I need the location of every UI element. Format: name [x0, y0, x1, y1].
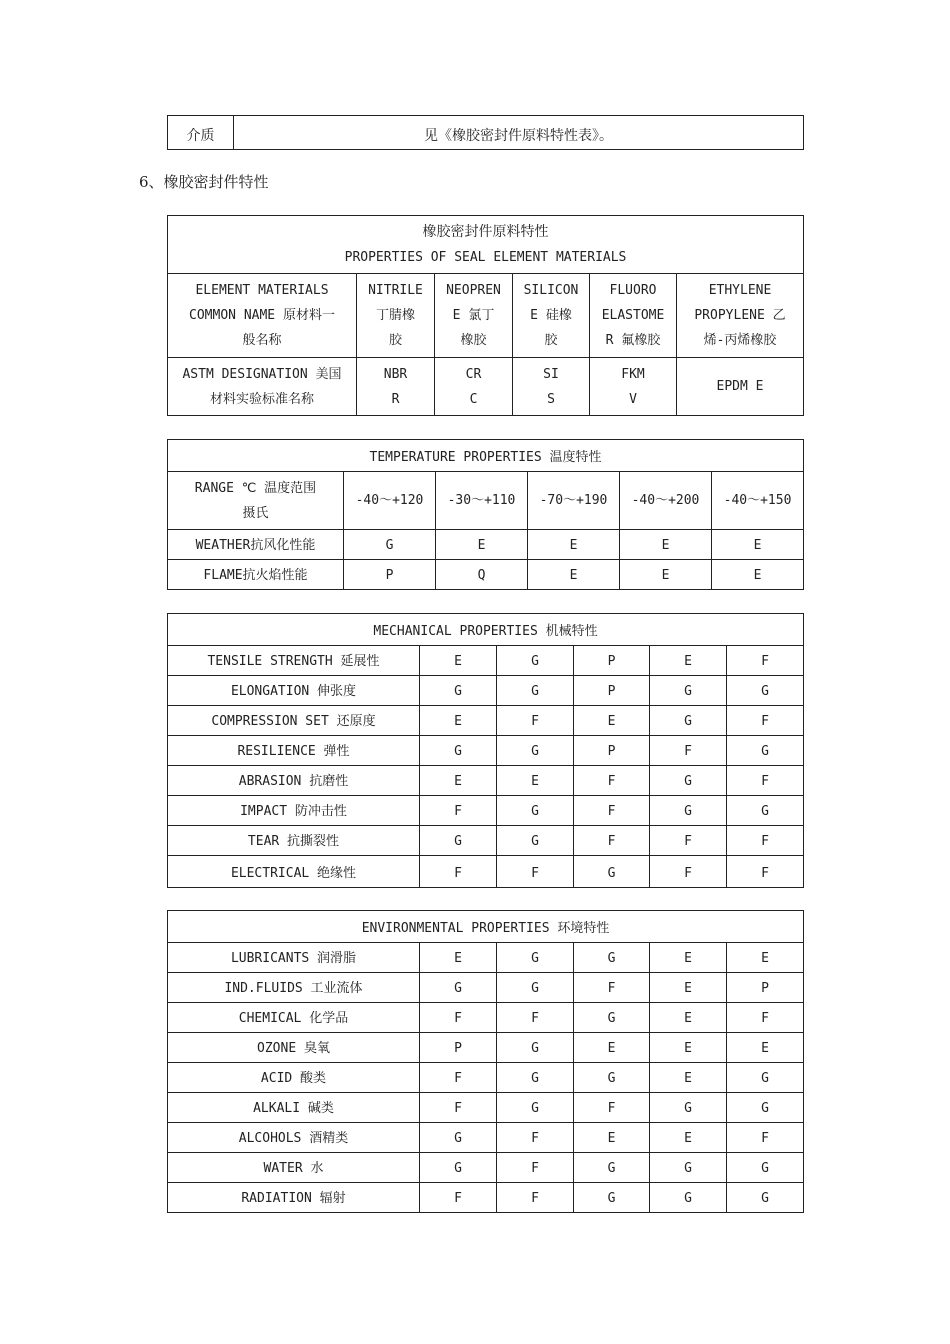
- material-line: 烯-丙烯橡胶: [703, 333, 777, 348]
- astm-line: R: [391, 391, 400, 407]
- rating-cell: F: [574, 796, 650, 826]
- rating-cell: F: [574, 766, 650, 796]
- astm-header: [168, 358, 357, 416]
- common-name-line: ELEMENT MATERIALS: [195, 283, 329, 298]
- rating-cell: G: [420, 973, 497, 1003]
- table-row: [168, 736, 804, 766]
- row-label: RADIATION 辐射: [168, 1183, 420, 1213]
- temperature-table: [167, 439, 804, 590]
- astm-fluoro: [590, 358, 677, 416]
- rating-cell: E: [528, 560, 620, 590]
- material-line: R 氟橡胶: [605, 333, 661, 348]
- table-row: [168, 973, 804, 1003]
- astm-line: S: [547, 391, 555, 407]
- rating-cell: G: [727, 1153, 804, 1183]
- rating-cell: G: [420, 1153, 497, 1183]
- rating-cell: F: [420, 1003, 497, 1033]
- range-label-line: RANGE ℃ 温度范围: [194, 480, 317, 496]
- row-label: COMPRESSION SET 还原度: [168, 706, 420, 736]
- table-row: [168, 706, 804, 736]
- rating-cell: G: [727, 736, 804, 766]
- rating-cell: F: [574, 1093, 650, 1123]
- medium-value: 见《橡胶密封件原料特性表》。: [234, 116, 804, 150]
- rating-cell: E: [712, 560, 804, 590]
- row-label: ACID 酸类: [168, 1063, 420, 1093]
- rating-cell: P: [420, 1033, 497, 1063]
- material-line: NITRILE: [368, 283, 423, 298]
- rating-cell: G: [650, 706, 727, 736]
- material-line: NEOPREN: [446, 283, 501, 298]
- materials-title-en: PROPERTIES OF SEAL ELEMENT MATERIALS: [344, 249, 627, 265]
- row-label: ALCOHOLS 酒精类: [168, 1123, 420, 1153]
- rating-cell: F: [727, 706, 804, 736]
- astm-header-line: ASTM DESIGNATION 美国: [182, 366, 342, 382]
- range-value: -40～+120: [344, 472, 436, 530]
- rating-cell: F: [497, 1003, 574, 1033]
- rating-cell: G: [497, 1093, 574, 1123]
- rating-cell: G: [497, 1063, 574, 1093]
- rating-cell: E: [650, 1123, 727, 1153]
- rating-cell: G: [497, 796, 574, 826]
- rating-cell: G: [727, 1063, 804, 1093]
- row-label: TENSILE STRENGTH 延展性: [168, 646, 420, 676]
- rating-cell: G: [420, 676, 497, 706]
- range-label: [168, 472, 344, 530]
- table-row: [168, 530, 804, 560]
- row-label: FLAME抗火焰性能: [168, 560, 344, 590]
- rating-cell: E: [620, 560, 712, 590]
- range-value: -70～+190: [528, 472, 620, 530]
- common-name-line: 般名称: [242, 333, 282, 348]
- rating-cell: F: [727, 1003, 804, 1033]
- material-fluoro: [590, 274, 677, 358]
- rating-cell: F: [650, 826, 727, 856]
- rating-cell: F: [420, 1093, 497, 1123]
- table-row: [168, 1183, 804, 1213]
- row-label: IND.FLUIDS 工业流体: [168, 973, 420, 1003]
- table-row: [168, 856, 804, 888]
- rating-cell: F: [420, 1063, 497, 1093]
- rating-cell: F: [497, 706, 574, 736]
- mechanical-table: [167, 613, 804, 888]
- rating-cell: F: [727, 766, 804, 796]
- rating-cell: F: [497, 1153, 574, 1183]
- rating-cell: F: [574, 973, 650, 1003]
- row-label: WATER 水: [168, 1153, 420, 1183]
- rating-cell: G: [574, 1063, 650, 1093]
- table-row: [168, 560, 804, 590]
- rating-cell: F: [420, 856, 497, 888]
- astm-line: FKM: [621, 366, 645, 382]
- rating-cell: G: [574, 1003, 650, 1033]
- table-row: [168, 766, 804, 796]
- rating-cell: G: [420, 826, 497, 856]
- rating-cell: F: [650, 856, 727, 888]
- rating-cell: E: [420, 766, 497, 796]
- astm-header-line: 材料实验标准名称: [209, 391, 314, 407]
- rating-cell: P: [727, 973, 804, 1003]
- material-line: E 硅橡: [530, 308, 572, 323]
- rating-cell: E: [650, 943, 727, 973]
- table-row: [168, 1033, 804, 1063]
- rating-cell: E: [528, 530, 620, 560]
- rating-cell: G: [650, 1183, 727, 1213]
- row-label: ELONGATION 伸张度: [168, 676, 420, 706]
- astm-line: SI: [543, 366, 559, 382]
- rating-cell: G: [497, 1033, 574, 1063]
- rating-cell: E: [650, 646, 727, 676]
- rating-cell: G: [727, 1183, 804, 1213]
- rating-cell: G: [420, 736, 497, 766]
- rating-cell: P: [574, 646, 650, 676]
- environmental-table: [167, 910, 804, 1213]
- rating-cell: G: [497, 736, 574, 766]
- section-heading: 6、橡胶密封件特性: [139, 173, 269, 191]
- rating-cell: F: [727, 1123, 804, 1153]
- material-line: 胶: [388, 333, 402, 348]
- rating-cell: Q: [436, 560, 528, 590]
- material-line: FLUORO: [609, 283, 657, 298]
- rating-cell: F: [727, 826, 804, 856]
- astm-line: C: [469, 391, 478, 407]
- rating-cell: G: [497, 973, 574, 1003]
- row-label: CHEMICAL 化学品: [168, 1003, 420, 1033]
- rating-cell: E: [497, 766, 574, 796]
- material-line: SILICON: [523, 283, 579, 298]
- material-line: 橡胶: [460, 333, 487, 348]
- material-silicone: [513, 274, 590, 358]
- astm-ethylene: [677, 358, 804, 416]
- row-label: RESILIENCE 弹性: [168, 736, 420, 766]
- material-ethylene: [677, 274, 804, 358]
- medium-label: 介质: [168, 116, 234, 150]
- table-row: [168, 1003, 804, 1033]
- rating-cell: G: [497, 826, 574, 856]
- row-label: WEATHER抗风化性能: [168, 530, 344, 560]
- rating-cell: F: [497, 1183, 574, 1213]
- common-name-line: COMMON NAME 原材料一: [189, 308, 335, 323]
- rating-cell: E: [650, 1033, 727, 1063]
- rating-cell: G: [650, 796, 727, 826]
- astm-line: CR: [465, 366, 482, 382]
- rating-cell: E: [650, 1003, 727, 1033]
- row-label: LUBRICANTS 润滑脂: [168, 943, 420, 973]
- rating-cell: G: [650, 766, 727, 796]
- table-row: [168, 1093, 804, 1123]
- range-value: -40～+150: [712, 472, 804, 530]
- material-neoprene: [435, 274, 513, 358]
- rating-cell: G: [574, 943, 650, 973]
- astm-silicone: [513, 358, 590, 416]
- rating-cell: E: [574, 706, 650, 736]
- rating-cell: G: [574, 1183, 650, 1213]
- astm-neoprene: [435, 358, 513, 416]
- rating-cell: G: [420, 1123, 497, 1153]
- table-row: [168, 796, 804, 826]
- material-line: ETHYLENE: [708, 283, 772, 298]
- rating-cell: P: [344, 560, 436, 590]
- rating-cell: G: [650, 676, 727, 706]
- rating-cell: G: [344, 530, 436, 560]
- rating-cell: G: [574, 1153, 650, 1183]
- mechanical-title: MECHANICAL PROPERTIES 机械特性: [168, 614, 804, 646]
- material-line: PROPYLENE 乙: [694, 308, 786, 323]
- rating-cell: F: [420, 1183, 497, 1213]
- material-line: 胶: [544, 333, 558, 348]
- rating-cell: G: [574, 856, 650, 888]
- row-label: IMPACT 防冲击性: [168, 796, 420, 826]
- rating-cell: E: [420, 646, 497, 676]
- row-label: ALKALI 碱类: [168, 1093, 420, 1123]
- range-label-line: 摄氏: [242, 505, 269, 521]
- rating-cell: F: [420, 796, 497, 826]
- rating-cell: F: [727, 856, 804, 888]
- rating-cell: E: [574, 1123, 650, 1153]
- rating-cell: F: [497, 856, 574, 888]
- rating-cell: G: [497, 943, 574, 973]
- range-value: -30～+110: [436, 472, 528, 530]
- row-label: OZONE 臭氧: [168, 1033, 420, 1063]
- rating-cell: G: [727, 796, 804, 826]
- rating-cell: E: [620, 530, 712, 560]
- table-row: [168, 826, 804, 856]
- rating-cell: E: [420, 943, 497, 973]
- materials-title-cn: 橡胶密封件原料特性: [422, 223, 549, 240]
- rating-cell: E: [436, 530, 528, 560]
- rating-cell: E: [727, 1033, 804, 1063]
- table-row: [168, 646, 804, 676]
- rating-cell: G: [650, 1153, 727, 1183]
- astm-line: EPDM E: [716, 379, 764, 394]
- medium-table: [167, 115, 804, 150]
- rating-cell: E: [650, 1063, 727, 1093]
- range-value: -40～+200: [620, 472, 712, 530]
- rating-cell: E: [650, 973, 727, 1003]
- astm-line: V: [629, 391, 637, 407]
- rating-cell: G: [727, 1093, 804, 1123]
- materials-title-cell: [168, 216, 804, 274]
- rating-cell: P: [574, 736, 650, 766]
- table-row: [168, 1153, 804, 1183]
- material-line: 丁腈橡: [375, 308, 415, 323]
- rating-cell: G: [650, 1093, 727, 1123]
- rating-cell: F: [650, 736, 727, 766]
- rating-cell: E: [727, 943, 804, 973]
- table-row: [168, 676, 804, 706]
- astm-line: NBR: [383, 366, 408, 382]
- table-row: [168, 1063, 804, 1093]
- common-name-header: [168, 274, 357, 358]
- temperature-title: TEMPERATURE PROPERTIES 温度特性: [168, 440, 804, 472]
- row-label: ELECTRICAL 绝缘性: [168, 856, 420, 888]
- row-label: TEAR 抗撕裂性: [168, 826, 420, 856]
- rating-cell: P: [574, 676, 650, 706]
- material-nitrile: [357, 274, 435, 358]
- rating-cell: E: [712, 530, 804, 560]
- rating-cell: G: [497, 676, 574, 706]
- environmental-title: ENVIRONMENTAL PROPERTIES 环境特性: [168, 911, 804, 943]
- rating-cell: F: [574, 826, 650, 856]
- rating-cell: G: [497, 646, 574, 676]
- rating-cell: G: [727, 676, 804, 706]
- material-line: E 氯丁: [452, 308, 495, 323]
- table-row: [168, 943, 804, 973]
- rating-cell: E: [574, 1033, 650, 1063]
- table-row: [168, 1123, 804, 1153]
- material-line: ELASTOME: [601, 308, 665, 323]
- astm-nitrile: [357, 358, 435, 416]
- materials-table: [167, 215, 804, 416]
- rating-cell: F: [727, 646, 804, 676]
- row-label: ABRASION 抗磨性: [168, 766, 420, 796]
- rating-cell: F: [497, 1123, 574, 1153]
- rating-cell: E: [420, 706, 497, 736]
